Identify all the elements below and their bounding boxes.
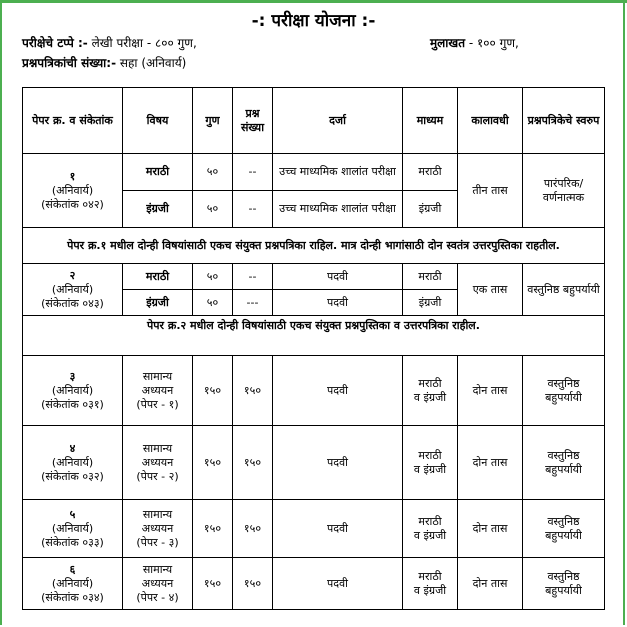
paper6-nature-line2: बहुपर्यायी <box>545 583 582 597</box>
paper4-nature-line2: बहुपर्यायी <box>545 462 582 476</box>
paper1-subject-marathi: मराठी <box>123 154 193 191</box>
paper6-duration: दोन तास <box>458 558 523 610</box>
paper1-standard-marathi: उच्च माध्यमिक शालांत परीक्षा <box>273 154 403 191</box>
stages-info <box>22 34 197 51</box>
paper3-subject-line1: सामान्य <box>142 369 173 383</box>
paper4-medium-line1: मराठी <box>418 448 442 462</box>
paper2-type: (अनिवार्य) <box>51 282 94 296</box>
paper3-medium <box>403 356 458 426</box>
paper6-medium-line1: मराठी <box>418 569 442 583</box>
paper2-questions-marathi: -- <box>233 264 273 290</box>
paper5-nature-line2: बहुपर्यायी <box>545 528 582 542</box>
note-row <box>23 316 605 356</box>
paper1-subject-english: इंग्रजी <box>123 191 193 228</box>
paper5-nature <box>523 500 605 558</box>
paper4-subject-line1: सामान्य <box>142 441 173 455</box>
paper3-nature <box>523 356 605 426</box>
stages-label: परीक्षेचे टप्पे :- <box>22 36 88 50</box>
paper2-marks-english: ५० <box>193 290 233 316</box>
paper5-medium-line2: व इंग्रजी <box>413 528 447 542</box>
paper5-subject <box>123 500 193 558</box>
paper6-medium <box>403 558 458 610</box>
paper3-code: (संकेतांक ०३१) <box>41 397 104 411</box>
paper1-medium-marathi: मराठी <box>403 154 458 191</box>
paper2-medium-marathi: मराठी <box>403 264 458 290</box>
paper2-subject-english: इंग्रजी <box>123 290 193 316</box>
papers-count-label: प्रश्नपत्रिकांची संख्या:- <box>22 56 117 70</box>
paper1-medium-english: इंग्रजी <box>403 191 458 228</box>
paper3-marks: १५० <box>193 356 233 426</box>
paper5-medium-line1: मराठी <box>418 514 442 528</box>
table-row <box>23 426 605 500</box>
paper5-id-cell <box>23 500 123 558</box>
exam-scheme-table <box>22 87 605 610</box>
paper3-medium-line1: मराठी <box>418 376 442 390</box>
paper1-no: १ <box>69 169 76 183</box>
paper5-medium <box>403 500 458 558</box>
header-nature: प्रश्नपत्रिकेचे स्वरुप <box>523 88 605 154</box>
table-row <box>23 558 605 610</box>
paper6-medium-line2: व इंग्रजी <box>413 583 447 597</box>
paper3-standard: पदवी <box>273 356 403 426</box>
paper6-code: (संकेतांक ०३४) <box>41 590 104 604</box>
paper1-type: (अनिवार्य) <box>51 183 94 197</box>
paper2-nature: वस्तुनिष्ठ बहुपर्यायी <box>523 264 605 316</box>
paper5-marks: १५० <box>193 500 233 558</box>
paper1-duration: तीन तास <box>458 154 523 228</box>
table-row <box>23 500 605 558</box>
paper6-subject-line3: (पेपर - ४) <box>136 590 179 604</box>
paper5-subject-line1: सामान्य <box>142 507 173 521</box>
paper6-subject-line1: सामान्य <box>142 562 173 576</box>
paper2-id-cell <box>23 264 123 316</box>
paper4-standard: पदवी <box>273 426 403 500</box>
paper5-subject-line3: (पेपर - ३) <box>136 535 179 549</box>
paper6-nature <box>523 558 605 610</box>
paper5-questions: १५० <box>233 500 273 558</box>
stages-value: लेखी परीक्षा - ८०० गुण, <box>91 36 197 50</box>
paper3-subject-line2: अध्ययन <box>141 383 174 397</box>
paper6-standard: पदवी <box>273 558 403 610</box>
paper4-type: (अनिवार्य) <box>51 455 94 469</box>
paper6-id-cell <box>23 558 123 610</box>
paper3-nature-line1: वस्तुनिष्ठ <box>547 376 580 390</box>
paper4-nature-line1: वस्तुनिष्ठ <box>547 448 580 462</box>
paper2-marks-marathi: ५० <box>193 264 233 290</box>
paper1-marks-marathi: ५० <box>193 154 233 191</box>
paper4-subject-line2: अध्ययन <box>141 455 174 469</box>
header-standard: दर्जा <box>273 88 403 154</box>
paper4-no: ४ <box>69 441 76 455</box>
paper2-standard-marathi: पदवी <box>273 264 403 290</box>
paper1-marks-english: ५० <box>193 191 233 228</box>
paper3-subject-line3: (पेपर - १) <box>136 397 179 411</box>
note-row <box>23 228 605 264</box>
paper3-subject <box>123 356 193 426</box>
paper3-id-cell <box>23 356 123 426</box>
header-paper: पेपर क्र. व संकेतांक <box>23 88 123 154</box>
paper1-note: पेपर क्र.१ मधील दोन्ही विषयांसाठी एकच संयुक्त प्रश्नपत्रिका राहिल. मात्र दोन्ही भागांसाठी दोन स्वतंत्र उत्तरपुस्तिका राहतील. <box>23 228 605 264</box>
paper4-marks: १५० <box>193 426 233 500</box>
header-questions: प्रश्न संख्या <box>233 88 273 154</box>
paper5-subject-line2: अध्ययन <box>141 521 174 535</box>
paper1-id-cell <box>23 154 123 228</box>
paper3-duration: दोन तास <box>458 356 523 426</box>
header-subject: विषय <box>123 88 193 154</box>
header-row <box>23 88 605 154</box>
paper5-duration: दोन तास <box>458 500 523 558</box>
paper1-nature: पारंपरिक/ वर्णनात्मक <box>523 154 605 228</box>
papers-count-info <box>22 54 186 71</box>
table-row <box>23 154 605 191</box>
paper4-medium <box>403 426 458 500</box>
header-marks: गुण <box>193 88 233 154</box>
paper3-questions: १५० <box>233 356 273 426</box>
paper5-nature-line1: वस्तुनिष्ठ <box>547 514 580 528</box>
table-row <box>23 264 605 290</box>
paper4-subject <box>123 426 193 500</box>
header-duration: कालावधी <box>458 88 523 154</box>
paper3-nature-line2: बहुपर्यायी <box>545 390 582 404</box>
paper5-code: (संकेतांक ०३३) <box>41 535 104 549</box>
paper2-note: पेपर क्र.२ मधील दोन्ही विषयांसाठी एकच संयुक्त प्रश्नपुस्तिका व उत्तरपत्रिका राहील. <box>23 316 605 356</box>
paper1-standard-english: उच्च माध्यमिक शालांत परीक्षा <box>273 191 403 228</box>
paper2-medium-english: इंग्रजी <box>403 290 458 316</box>
paper4-nature <box>523 426 605 500</box>
paper6-subject-line2: अध्ययन <box>141 576 174 590</box>
table-row <box>23 356 605 426</box>
paper4-code: (संकेतांक ०३२) <box>41 469 104 483</box>
paper1-code: (संकेतांक ०४२) <box>41 197 104 211</box>
paper5-no: ५ <box>69 507 76 521</box>
paper6-marks: १५० <box>193 558 233 610</box>
interview-label: मुलाखत <box>430 36 466 50</box>
paper2-duration: एक तास <box>458 264 523 316</box>
paper4-subject-line3: (पेपर - २) <box>136 469 179 483</box>
paper2-standard-english: पदवी <box>273 290 403 316</box>
paper2-questions-english: --- <box>233 290 273 316</box>
interview-value: - १०० गुण, <box>468 36 519 50</box>
paper6-subject <box>123 558 193 610</box>
paper6-questions: १५० <box>233 558 273 610</box>
paper4-id-cell <box>23 426 123 500</box>
paper2-subject-marathi: मराठी <box>123 264 193 290</box>
paper5-type: (अनिवार्य) <box>51 521 94 535</box>
paper6-type: (अनिवार्य) <box>51 576 94 590</box>
paper1-questions-marathi: -- <box>233 154 273 191</box>
paper2-code: (संकेतांक ०४३) <box>41 296 104 310</box>
paper6-nature-line1: वस्तुनिष्ठ <box>547 569 580 583</box>
interview-info <box>430 34 519 51</box>
paper2-no: २ <box>69 268 76 282</box>
paper4-duration: दोन तास <box>458 426 523 500</box>
paper3-type: (अनिवार्य) <box>51 383 94 397</box>
papers-count-value: सहा (अनिवार्य) <box>119 56 187 70</box>
paper4-medium-line2: व इंग्रजी <box>413 462 447 476</box>
paper6-no: ६ <box>69 562 76 576</box>
paper5-standard: पदवी <box>273 500 403 558</box>
paper1-questions-english: -- <box>233 191 273 228</box>
page-title: -: परीक्षा योजना :- <box>251 11 376 31</box>
paper3-no: ३ <box>69 369 76 383</box>
header-medium: माध्यम <box>403 88 458 154</box>
paper3-medium-line2: व इंग्रजी <box>413 390 447 404</box>
paper4-questions: १५० <box>233 426 273 500</box>
